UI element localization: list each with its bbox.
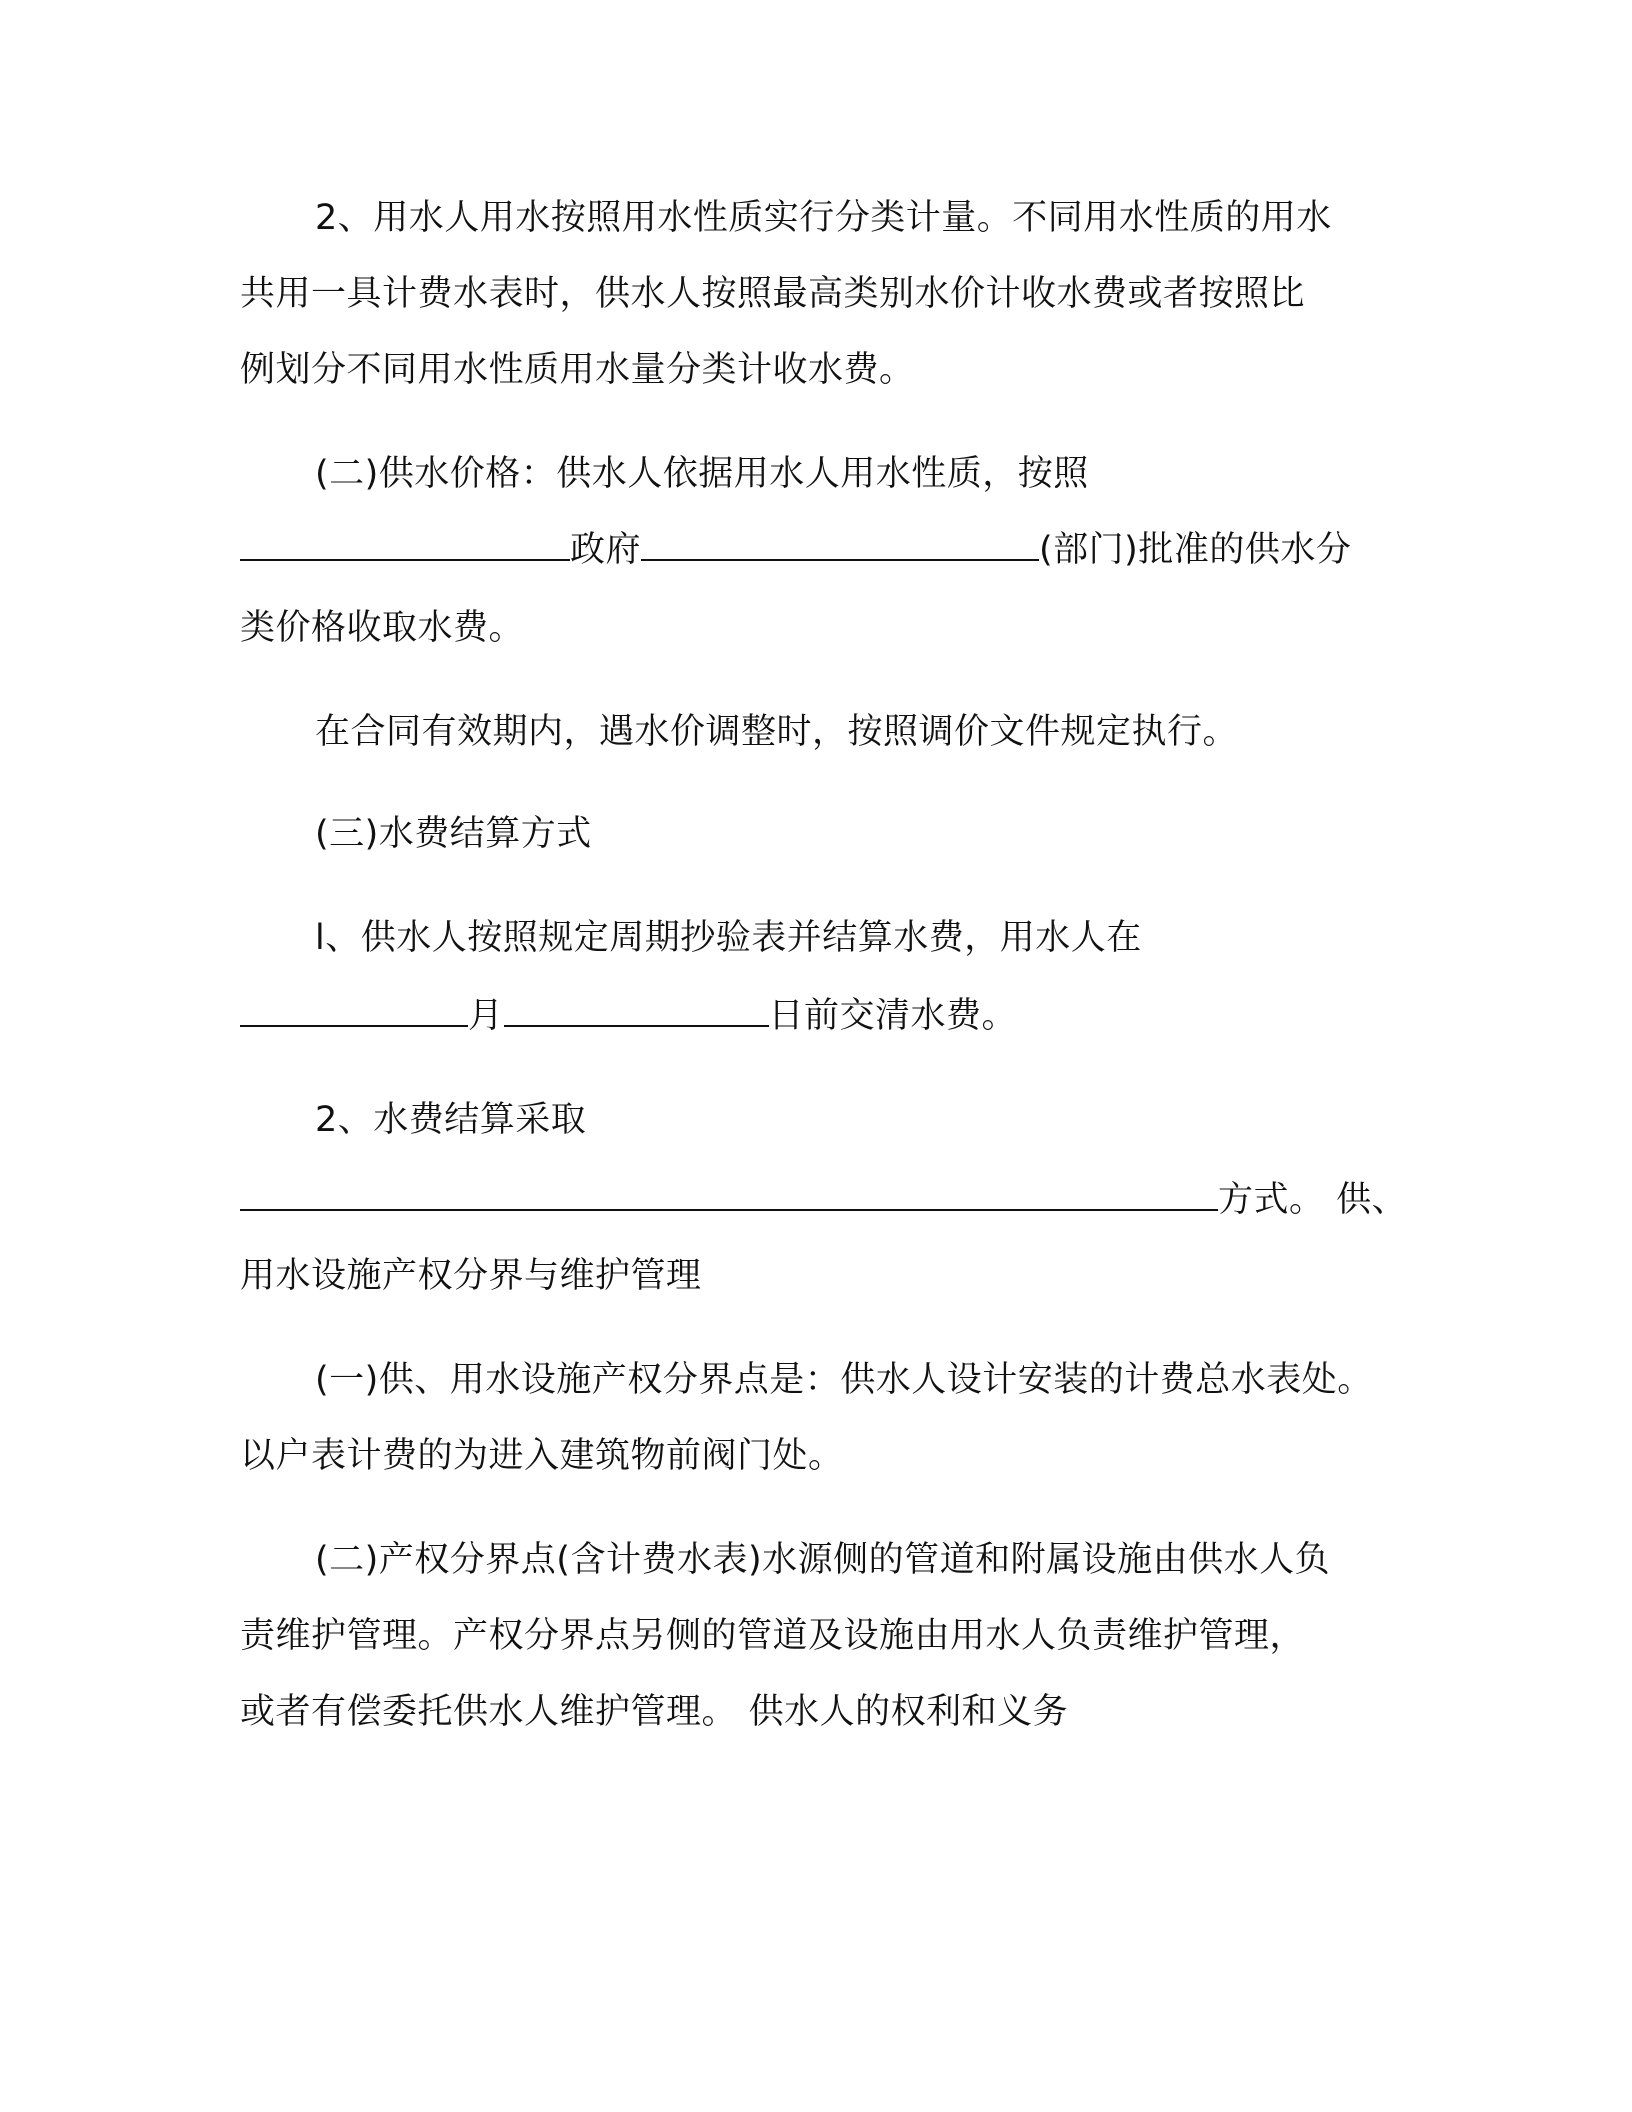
blank-method (240, 1179, 1218, 1211)
paragraph-line-3: 例划分不同用水性质用水量分类计收水费。 (240, 350, 915, 390)
paragraph-line-6: 类价格收取水费。 (240, 608, 525, 648)
blank-government (240, 529, 570, 561)
fill-in-line-date (240, 994, 1017, 1038)
paragraph-line-15: 以户表计费的为进入建筑物前阀门处。 (240, 1436, 844, 1476)
paragraph-line-17: 责维护管理。产权分界点另侧的管道及设施由用水人负责维护管理， (240, 1616, 1306, 1656)
section-heading-settlement: (三)水费结算方式 (315, 814, 592, 854)
paragraph-line-14: (一)供、用水设施产权分界点是：供水人设计安装的计费总水表处。 (315, 1360, 1373, 1400)
paragraph-line-18: 或者有偿委托供水人维护管理。 供水人的权利和义务 (240, 1692, 1069, 1732)
paragraph-line-13: 用水设施产权分界与维护管理 (240, 1256, 702, 1296)
blank-month (240, 995, 468, 1027)
month-label: 月 (468, 996, 504, 1036)
method-label: 方式。 供、 (1218, 1180, 1408, 1220)
paragraph-line-1: 2、用水人用水按照用水性质实行分类计量。不同用水性质的用水 (315, 198, 1332, 238)
government-label: 政府 (570, 530, 642, 570)
fill-in-line-price (240, 528, 1351, 572)
department-label: (部门)批准的供水分 (1039, 530, 1352, 570)
paragraph-line-2: 共用一具计费水表时，供水人按照最高类别水价计收水费或者按照比 (240, 274, 1306, 314)
paragraph-line-7: 在合同有效期内，遇水价调整时，按照调价文件规定执行。 (315, 712, 1239, 752)
fill-in-line-method (240, 1178, 1407, 1222)
paragraph-line-4: (二)供水价格：供水人依据用水人用水性质，按照 (315, 454, 1089, 494)
day-label: 日前交清水费。 (768, 996, 1018, 1036)
paragraph-line-16: (二)产权分界点(含计费水表)水源侧的管道和附属设施由供水人负 (315, 1540, 1331, 1580)
blank-day (504, 995, 769, 1027)
paragraph-line-11: 2、水费结算采取 (315, 1100, 587, 1140)
paragraph-line-9: l、供水人按照规定周期抄验表并结算水费，用水人在 (315, 918, 1142, 958)
blank-department (641, 529, 1039, 561)
